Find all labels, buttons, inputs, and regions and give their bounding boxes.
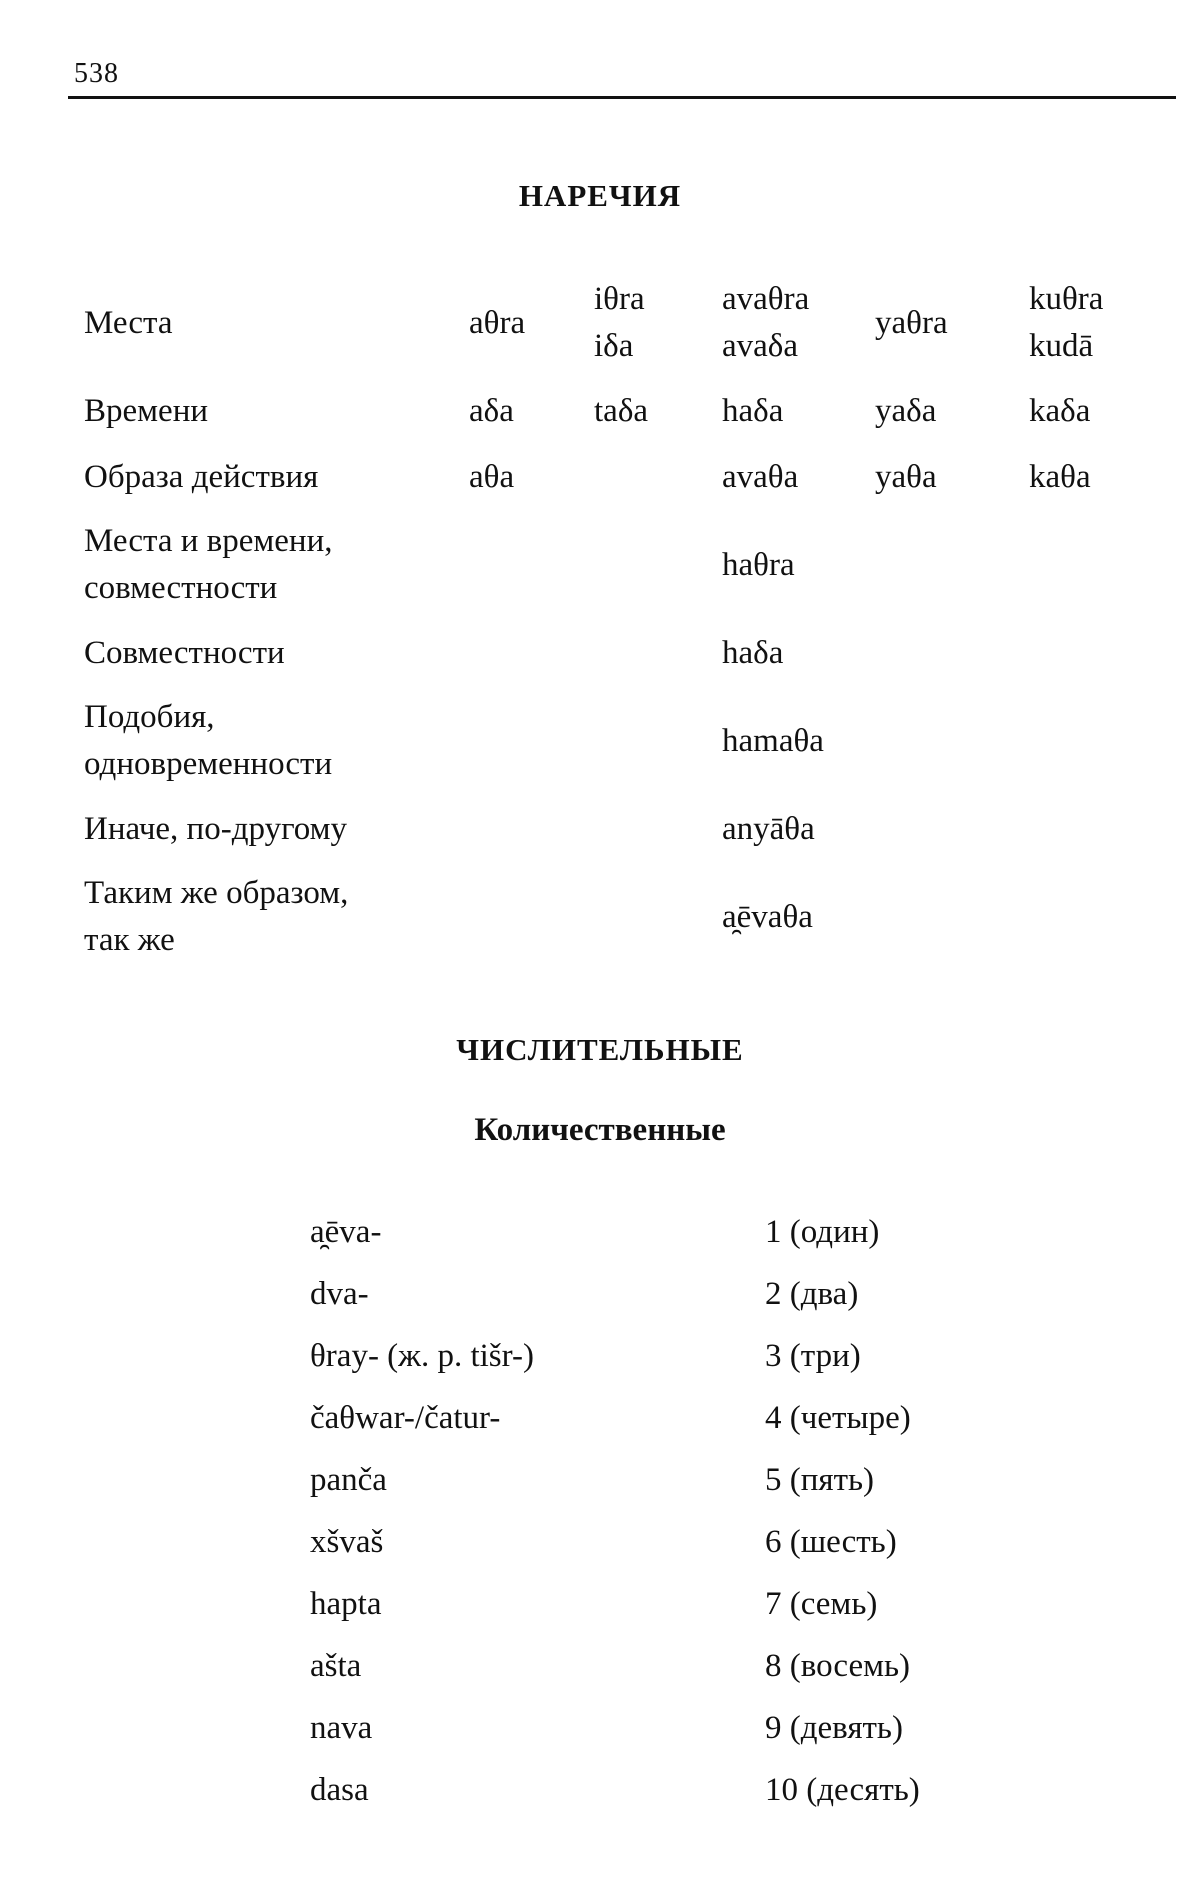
- adverb-row: [84, 378, 1174, 444]
- adverb-row: [84, 444, 1174, 510]
- adverb-category: Подобия, одновременности: [84, 699, 333, 782]
- adverb-form: aδa: [469, 392, 514, 429]
- adverb-form: a̯ēvaθa: [722, 898, 813, 935]
- numerals-title: ЧИСЛИТЕЛЬНЫЕ: [456, 1032, 744, 1067]
- adverb-row: [84, 268, 1174, 378]
- numeral-row: [310, 1518, 1010, 1580]
- numeral-value: 2 (два): [765, 1276, 859, 1312]
- numeral-value: 5 (пять): [765, 1462, 875, 1498]
- numeral-word: panča: [310, 1462, 387, 1498]
- adverb-form: aθa: [469, 458, 515, 495]
- adverb-form: taδa: [594, 392, 649, 429]
- adverb-form: anyāθa: [722, 810, 815, 847]
- adverb-row: [84, 796, 1174, 862]
- adverb-form: aθra: [469, 304, 526, 341]
- numeral-value: 1 (один): [765, 1214, 880, 1250]
- adverb-form: kuθra kudā: [1029, 281, 1104, 364]
- numeral-row: [310, 1332, 1010, 1394]
- adverb-form: haδa: [722, 392, 784, 429]
- adverb-form: haθra: [722, 546, 795, 583]
- adverb-form: avaθra avaδa: [722, 281, 810, 364]
- numeral-value: 10 (десять): [765, 1772, 920, 1808]
- adverb-form: kaδa: [1029, 392, 1091, 429]
- numeral-word: xšvaš: [310, 1524, 384, 1560]
- adverb-category: Времени: [84, 392, 209, 429]
- adverb-category: Таким же образом, так же: [84, 875, 349, 958]
- numeral-word: nava: [310, 1710, 373, 1746]
- adverb-form: yaθra: [875, 304, 948, 341]
- numeral-value: 4 (четыре): [765, 1400, 911, 1436]
- adverb-row: [84, 862, 1174, 972]
- adverb-form: iθra iδa: [594, 281, 645, 364]
- numerals-subtitle: Количественные: [474, 1112, 726, 1148]
- numeral-value: 9 (девять): [765, 1710, 903, 1746]
- numeral-word: hapta: [310, 1586, 382, 1622]
- adverbs-title: НАРЕЧИЯ: [518, 178, 682, 213]
- adverb-row: [84, 620, 1174, 686]
- numerals-list: [310, 1208, 1010, 1828]
- numeral-row: [310, 1208, 1010, 1270]
- numeral-value: 8 (восемь): [765, 1648, 911, 1684]
- adverb-category: Места и времени, совместности: [84, 523, 333, 606]
- adverb-form: haδa: [722, 634, 784, 671]
- adverb-category: Места: [84, 304, 173, 341]
- adverb-category: Совместности: [84, 634, 285, 671]
- adverbs-table: [84, 268, 1174, 972]
- adverb-category: Иначе, по-другому: [84, 810, 348, 847]
- adverb-category: Образа действия: [84, 458, 319, 495]
- numeral-value: 6 (шесть): [765, 1524, 897, 1560]
- numeral-row: [310, 1270, 1010, 1332]
- adverb-form: yaδa: [875, 392, 937, 429]
- numeral-row: [310, 1394, 1010, 1456]
- header-rule: [68, 96, 1176, 99]
- numeral-word: a̯ēva-: [310, 1214, 382, 1250]
- numeral-row: [310, 1642, 1010, 1704]
- numeral-word: dasa: [310, 1772, 369, 1808]
- numeral-value: 7 (семь): [765, 1586, 878, 1622]
- adverb-form: kaθa: [1029, 458, 1091, 495]
- adverb-form: yaθa: [875, 458, 937, 495]
- numeral-row: [310, 1766, 1010, 1828]
- numeral-row: [310, 1704, 1010, 1766]
- adverb-form: hamaθa: [722, 722, 824, 759]
- numeral-word: θray- (ж. р. tišr-): [310, 1338, 534, 1374]
- numeral-value: 3 (три): [765, 1338, 861, 1374]
- adverb-row: [84, 510, 1174, 620]
- numeral-row: [310, 1456, 1010, 1518]
- page-number: 538: [74, 58, 119, 89]
- numeral-row: [310, 1580, 1010, 1642]
- numeral-word: dva-: [310, 1276, 369, 1312]
- adverb-form: avaθa: [722, 458, 799, 495]
- numeral-word: ašta: [310, 1648, 362, 1684]
- numeral-word: čaθwar-/čatur-: [310, 1400, 501, 1436]
- adverb-row: [84, 686, 1174, 796]
